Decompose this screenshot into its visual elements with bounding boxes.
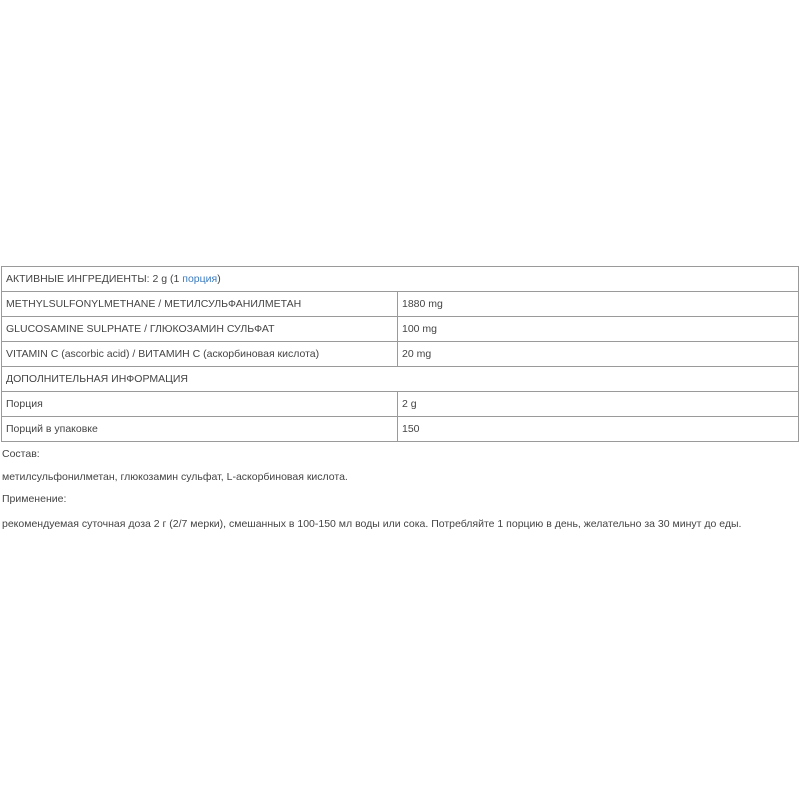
active-header-prefix: АКТИВНЫЕ ИНГРЕДИЕНТЫ: 2 g (1 xyxy=(6,273,183,285)
active-header-suffix: ) xyxy=(217,273,221,285)
table-row xyxy=(2,392,799,417)
table-row xyxy=(2,342,799,367)
usage-label: Применение: xyxy=(2,493,67,505)
table-row xyxy=(2,292,799,317)
usage-text: рекомендуемая суточная доза 2 г (2/7 мерки), смешанных в 100-150 мл воды или сока. Потребляйте 1 порцию в день, желательно за 30 минут до еды. xyxy=(2,518,742,530)
composition-label: Состав: xyxy=(2,448,40,460)
ingredient-name: GLUCOSAMINE SULPHATE / ГЛЮКОЗАМИН СУЛЬФАТ xyxy=(2,317,398,342)
info-label: Порций в упаковке xyxy=(2,417,398,442)
nutrition-table xyxy=(1,266,799,442)
info-value: 2 g xyxy=(398,392,799,417)
additional-info-header-row xyxy=(2,367,799,392)
table-row xyxy=(2,417,799,442)
info-value: 150 xyxy=(398,417,799,442)
product-info xyxy=(0,266,800,530)
composition-text: метилсульфонилметан, глюкозамин сульфат, L-аскорбиновая кислота. xyxy=(2,471,348,483)
ingredient-amount: 100 mg xyxy=(398,317,799,342)
description-block xyxy=(0,449,800,530)
ingredient-name: VITAMIN C (ascorbic acid) / ВИТАМИН С (аскорбиновая кислота) xyxy=(2,342,398,367)
serving-link[interactable]: порция xyxy=(182,273,218,285)
ingredient-amount: 20 mg xyxy=(398,342,799,367)
info-label: Порция xyxy=(2,392,398,417)
active-ingredients-header-row xyxy=(2,267,799,292)
active-ingredients-header xyxy=(2,267,799,292)
ingredient-name: METHYLSULFONYLMETHANE / МЕТИЛСУЛЬФАНИЛМЕТАН xyxy=(2,292,398,317)
table-row xyxy=(2,317,799,342)
additional-info-header: ДОПОЛНИТЕЛЬНАЯ ИНФОРМАЦИЯ xyxy=(2,367,799,392)
ingredient-amount: 1880 mg xyxy=(398,292,799,317)
